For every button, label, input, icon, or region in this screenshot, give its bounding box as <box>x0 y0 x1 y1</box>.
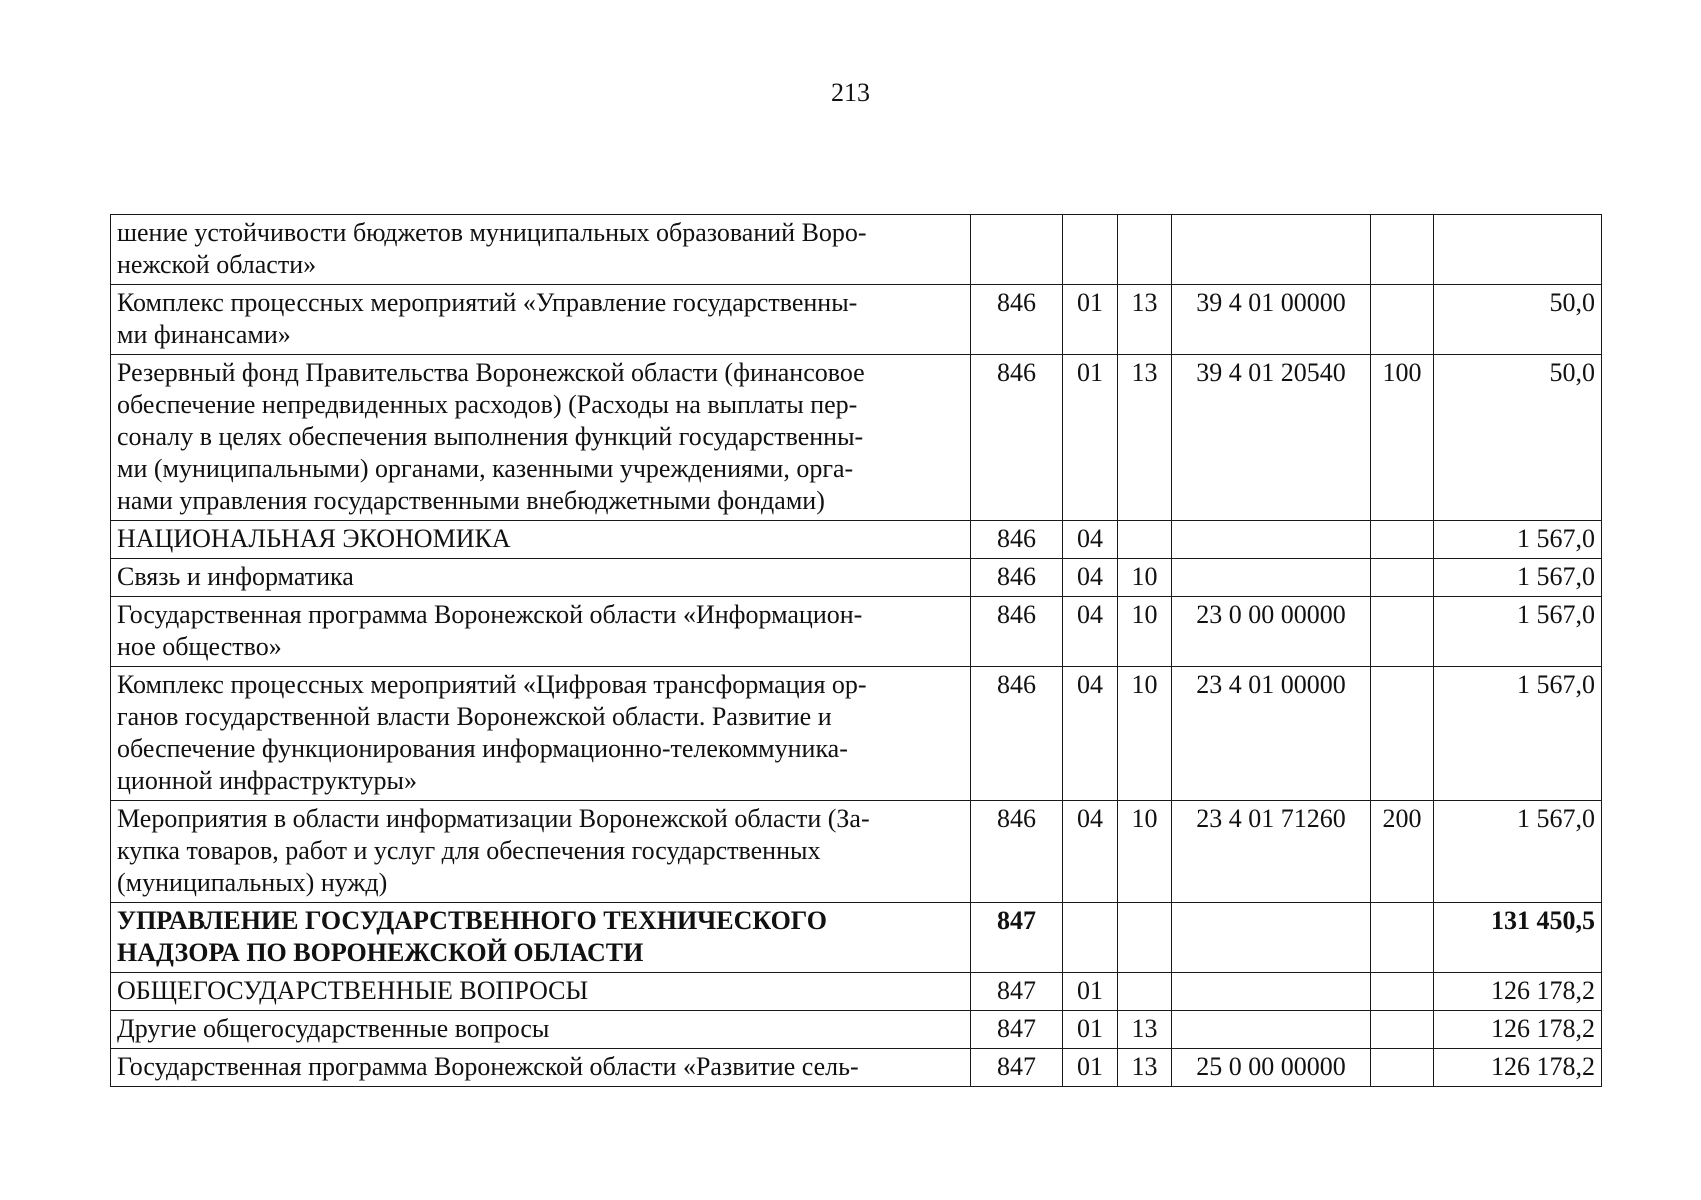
expense-type-code: 200 <box>1371 801 1434 903</box>
section-code: 04 <box>1063 559 1118 597</box>
item-name: Другие общегосударственные вопросы <box>111 1011 971 1049</box>
item-name: Государственная программа Воронежской области «Информацион- ное общество» <box>111 597 971 667</box>
target-article-code: 39 4 01 00000 <box>1172 285 1371 355</box>
amount: 1 567,0 <box>1434 521 1602 559</box>
expense-type-code <box>1371 1049 1434 1087</box>
item-name: Связь и информатика <box>111 559 971 597</box>
table-row <box>111 1049 1602 1087</box>
amount: 50,0 <box>1434 355 1602 521</box>
target-article-code <box>1172 215 1371 285</box>
item-name: УПРАВЛЕНИЕ ГОСУДАРСТВЕННОГО ТЕХНИЧЕСКОГО НАДЗОРА ПО ВОРОНЕЖСКОЙ ОБЛАСТИ <box>111 903 971 973</box>
amount: 126 178,2 <box>1434 1011 1602 1049</box>
ministry-code: 847 <box>971 1011 1063 1049</box>
amount: 126 178,2 <box>1434 1049 1602 1087</box>
ministry-code: 847 <box>971 903 1063 973</box>
expense-type-code <box>1371 597 1434 667</box>
section-code: 01 <box>1063 1049 1118 1087</box>
ministry-code: 846 <box>971 801 1063 903</box>
amount: 1 567,0 <box>1434 559 1602 597</box>
item-name: Государственная программа Воронежской области «Развитие сель- <box>111 1049 971 1087</box>
target-article-code: 23 0 00 00000 <box>1172 597 1371 667</box>
expense-type-code: 100 <box>1371 355 1434 521</box>
subsection-code <box>1118 215 1172 285</box>
target-article-code <box>1172 521 1371 559</box>
ministry-code: 846 <box>971 597 1063 667</box>
section-code: 01 <box>1063 285 1118 355</box>
table-row <box>111 667 1602 801</box>
expense-type-code <box>1371 215 1434 285</box>
expense-type-code <box>1371 521 1434 559</box>
table-row <box>111 559 1602 597</box>
item-name: ОБЩЕГОСУДАРСТВЕННЫЕ ВОПРОСЫ <box>111 973 971 1011</box>
section-code: 01 <box>1063 973 1118 1011</box>
section-code: 01 <box>1063 355 1118 521</box>
subsection-code: 13 <box>1118 355 1172 521</box>
target-article-code: 39 4 01 20540 <box>1172 355 1371 521</box>
amount <box>1434 215 1602 285</box>
ministry-code: 846 <box>971 667 1063 801</box>
expense-type-code <box>1371 1011 1434 1049</box>
target-article-code: 23 4 01 71260 <box>1172 801 1371 903</box>
target-article-code <box>1172 903 1371 973</box>
target-article-code: 25 0 00 00000 <box>1172 1049 1371 1087</box>
expense-type-code <box>1371 667 1434 801</box>
subsection-code <box>1118 521 1172 559</box>
item-name: Мероприятия в области информатизации Воронежской области (За- купка товаров, работ и услуг для обеспечения государственных (муниципальных) нужд) <box>111 801 971 903</box>
target-article-code <box>1172 559 1371 597</box>
item-name: НАЦИОНАЛЬНАЯ ЭКОНОМИКА <box>111 521 971 559</box>
subsection-code: 13 <box>1118 285 1172 355</box>
section-code: 01 <box>1063 1011 1118 1049</box>
subsection-code: 10 <box>1118 597 1172 667</box>
table-row <box>111 597 1602 667</box>
section-code <box>1063 215 1118 285</box>
ministry-code <box>971 215 1063 285</box>
item-name: Резервный фонд Правительства Воронежской области (финансовое обеспечение непредвиденных расходов) (Расходы на выплаты пер- соналу в целях обеспечения выполнения функций государственны- ми (муниципальными) органами, казенными учреждениями, орга- нами управления государственными внебюджетными фондами) <box>111 355 971 521</box>
item-name: Комплекс процессных мероприятий «Цифровая трансформация ор- ганов государственной власти Воронежской области. Развитие и обеспечение функционирования информационно-телекоммуника- ционной инфраструктуры» <box>111 667 971 801</box>
subsection-code: 10 <box>1118 801 1172 903</box>
table-row <box>111 973 1602 1011</box>
target-article-code: 23 4 01 00000 <box>1172 667 1371 801</box>
table-row <box>111 1011 1602 1049</box>
table-row <box>111 215 1602 285</box>
amount: 1 567,0 <box>1434 597 1602 667</box>
target-article-code <box>1172 973 1371 1011</box>
table-row <box>111 903 1602 973</box>
ministry-code: 846 <box>971 285 1063 355</box>
ministry-code: 847 <box>971 973 1063 1011</box>
section-code: 04 <box>1063 667 1118 801</box>
item-name: Комплекс процессных мероприятий «Управление государственны- ми финансами» <box>111 285 971 355</box>
amount: 50,0 <box>1434 285 1602 355</box>
ministry-code: 846 <box>971 355 1063 521</box>
amount: 1 567,0 <box>1434 667 1602 801</box>
expense-type-code <box>1371 285 1434 355</box>
table-row <box>111 521 1602 559</box>
subsection-code: 10 <box>1118 559 1172 597</box>
budget-table <box>110 214 1602 1087</box>
subsection-code: 13 <box>1118 1049 1172 1087</box>
table-row <box>111 801 1602 903</box>
ministry-code: 846 <box>971 521 1063 559</box>
section-code: 04 <box>1063 801 1118 903</box>
subsection-code: 10 <box>1118 667 1172 801</box>
table-row <box>111 285 1602 355</box>
subsection-code <box>1118 973 1172 1011</box>
subsection-code: 13 <box>1118 1011 1172 1049</box>
expense-type-code <box>1371 559 1434 597</box>
ministry-code: 846 <box>971 559 1063 597</box>
page-number: 213 <box>831 78 870 107</box>
section-code: 04 <box>1063 521 1118 559</box>
expense-type-code <box>1371 903 1434 973</box>
subsection-code <box>1118 903 1172 973</box>
target-article-code <box>1172 1011 1371 1049</box>
expense-type-code <box>1371 973 1434 1011</box>
amount: 1 567,0 <box>1434 801 1602 903</box>
amount: 131 450,5 <box>1434 903 1602 973</box>
table-row <box>111 355 1602 521</box>
amount: 126 178,2 <box>1434 973 1602 1011</box>
item-name: шение устойчивости бюджетов муниципальных образований Воро- нежской области» <box>111 215 971 285</box>
section-code: 04 <box>1063 597 1118 667</box>
ministry-code: 847 <box>971 1049 1063 1087</box>
section-code <box>1063 903 1118 973</box>
